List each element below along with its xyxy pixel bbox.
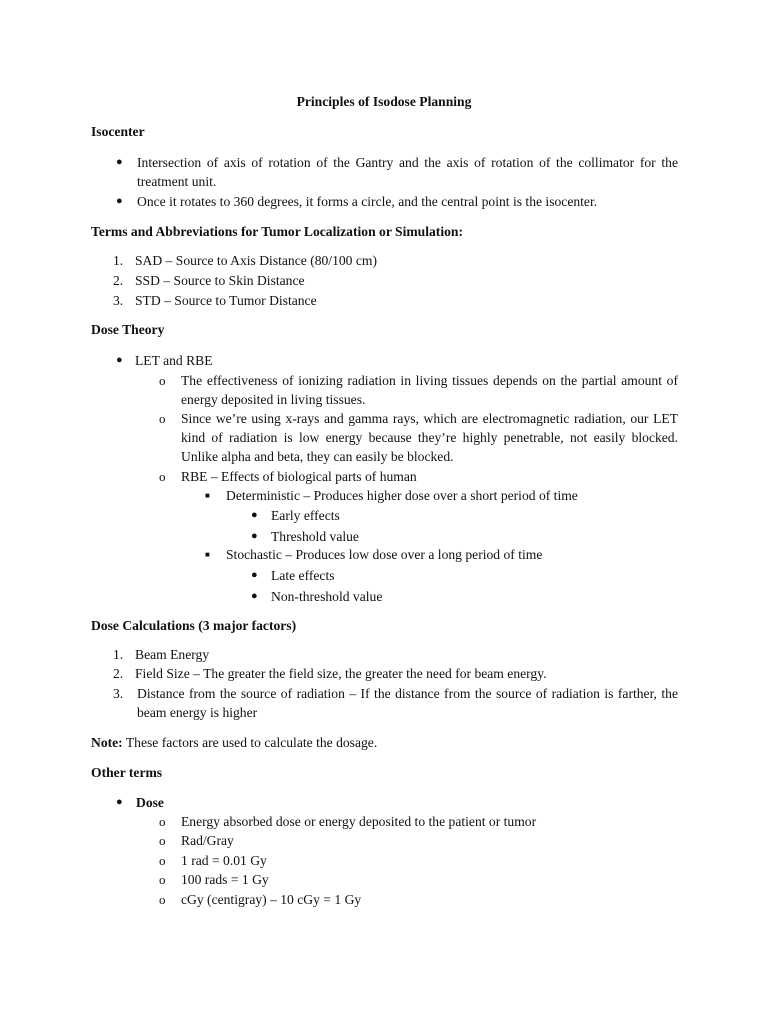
bullet-icon: ● [116,195,123,207]
list-number: 1. [113,647,124,662]
list-number: 3. [113,686,124,701]
list-number: 2. [113,273,124,288]
dose-theory-heading: Dose Theory [91,322,165,337]
sto-item-2: Non-threshold value [271,589,383,604]
sto-item-1: Late effects [271,568,335,583]
let-sub-1: The effectiveness of ionizing radiation in living tissues depends on the partial amount of energy deposited in living tissues. [181,373,678,407]
terms-item-2: SSD – Source to Skin Distance [135,273,305,288]
deterministic-item: Deterministic – Produces higher dose over a short period of time [226,488,578,503]
note-paragraph [91,733,377,752]
bullet-icon: ● [251,509,258,521]
dose-item-3: 1 rad = 0.01 Gy [181,853,267,868]
dose-item-5: cGy (centigray) – 10 cGy = 1 Gy [181,892,362,907]
dose-calc-heading: Dose Calculations (3 major factors) [91,618,297,633]
circle-bullet-icon: o [159,469,166,484]
bullet-icon: ● [251,530,258,542]
circle-bullet-icon: o [159,872,166,887]
terms-item-1: SAD – Source to Axis Distance (80/100 cm) [135,253,378,268]
dose-item-4: 100 rads = 1 Gy [181,872,269,887]
bullet-icon: ● [251,590,258,602]
list-number: 1. [113,253,124,268]
list-number: 2. [113,666,124,681]
note-label: Note: [91,735,123,750]
circle-bullet-icon: o [159,373,166,388]
bullet-icon: ● [116,354,123,366]
circle-bullet-icon: o [159,892,166,907]
isocenter-bullet-1: Intersection of axis of rotation of the Gantry and the axis of rotation of the collimator for the treatment unit. [137,155,678,189]
circle-bullet-icon: o [159,814,166,829]
other-terms-heading: Other terms [91,765,163,780]
det-item-1: Early effects [271,508,340,523]
isocenter-heading: Isocenter [91,124,145,139]
calc-item-1: Beam Energy [135,647,210,662]
stochastic-item: Stochastic – Produces low dose over a long period of time [226,547,543,562]
bullet-icon: ● [251,569,258,581]
let-sub-2: Since we’re using x-rays and gamma rays, which are electromagnetic radiation, our LET kind of radiation is low energy because they’re highly penetrable, not easily blocked. Unlike alpha and beta, they can easily be blocked. [181,411,678,464]
square-bullet-icon: ■ [205,550,210,559]
document-title: Principles of Isodose Planning [296,94,472,109]
det-item-2: Threshold value [271,529,359,544]
circle-bullet-icon: o [159,411,166,426]
bullet-icon: ● [116,156,123,168]
circle-bullet-icon: o [159,853,166,868]
calc-item-3: Distance from the source of radiation – If the distance from the source of radiation is farther, the beam energy is higher [137,686,678,720]
dose-item-2: Rad/Gray [181,833,234,848]
rbe-sub: RBE – Effects of biological parts of human [181,469,417,484]
terms-item-3: STD – Source to Tumor Distance [135,293,317,308]
dose-item-1: Energy absorbed dose or energy deposited to the patient or tumor [181,814,537,829]
let-rbe-item: LET and RBE [135,353,213,368]
dose-label: Dose [136,795,164,810]
list-number: 3. [113,293,124,308]
calc-item-2: Field Size – The greater the field size, the greater the need for beam energy. [135,666,547,681]
isocenter-bullet-2: Once it rotates to 360 degrees, it forms a circle, and the central point is the isocenter. [137,194,598,209]
square-bullet-icon: ■ [205,491,210,500]
note-text: These factors are used to calculate the dosage. [122,735,378,750]
terms-heading: Terms and Abbreviations for Tumor Localization or Simulation: [91,224,463,239]
bullet-icon: ● [116,796,123,808]
circle-bullet-icon: o [159,833,166,848]
